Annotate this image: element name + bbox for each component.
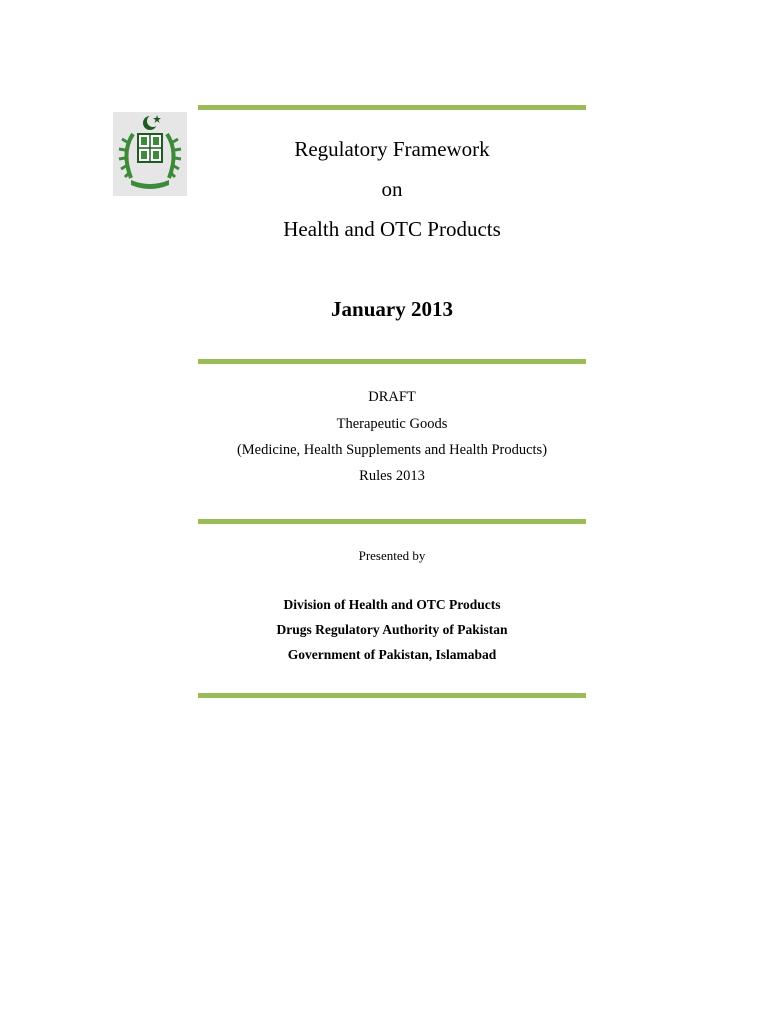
- draft-line-2: (Medicine, Health Supplements and Health Products): [236, 442, 548, 458]
- title-line-1: Regulatory Framework: [294, 137, 490, 161]
- title-line-2: on: [381, 177, 403, 201]
- divider-3: [198, 519, 586, 524]
- state-emblem: [113, 112, 187, 196]
- document-date: January 2013: [331, 297, 453, 321]
- presenter-line-3: Government of Pakistan, Islamabad: [287, 647, 497, 662]
- divider-top: [198, 105, 586, 110]
- title-line-3: Health and OTC Products: [283, 217, 501, 241]
- draft-line-1: Therapeutic Goods: [336, 416, 448, 432]
- presented-by-label: Presented by: [358, 548, 426, 563]
- presenter-line-2: Drugs Regulatory Authority of Pakistan: [276, 622, 508, 637]
- divider-bottom: [198, 693, 586, 698]
- divider-2: [198, 359, 586, 364]
- draft-status: DRAFT: [368, 389, 416, 405]
- state-emblem-icon: [113, 112, 187, 196]
- presenter-line-1: Division of Health and OTC Products: [283, 597, 501, 612]
- draft-line-3: Rules 2013: [359, 468, 425, 484]
